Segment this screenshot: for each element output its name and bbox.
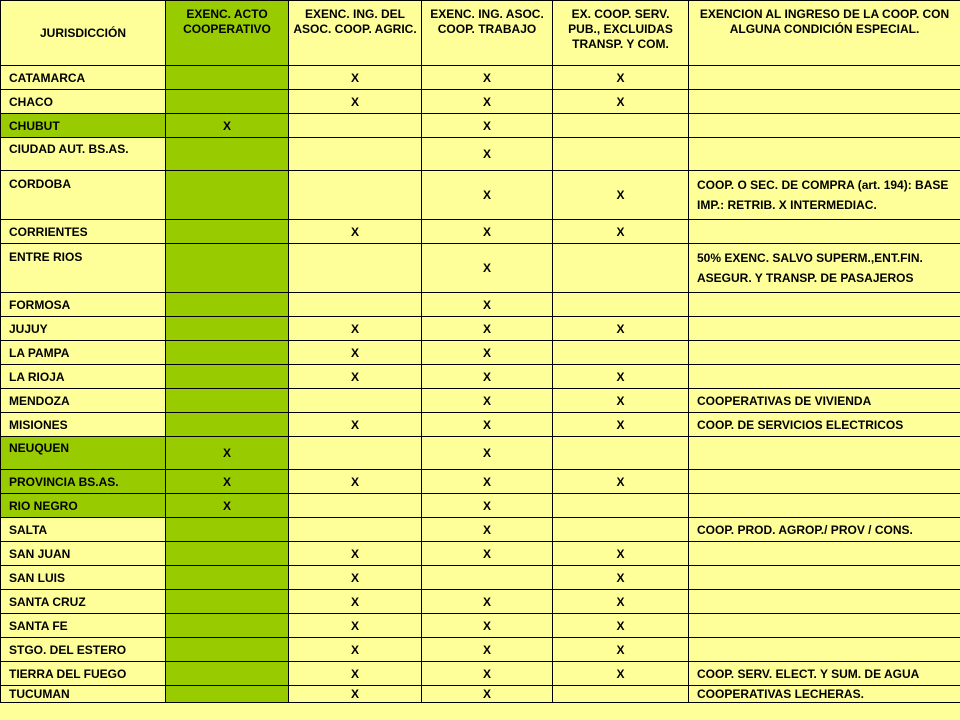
ing-asoc-agric-cell: X [289,614,422,638]
acto-cooperativo-cell [166,566,289,590]
table-row [1,566,960,590]
serv-pub-cell: X [553,90,689,114]
ing-asoc-agric-cell [289,114,422,138]
ing-asoc-trabajo-cell: X [422,494,553,518]
acto-cooperativo-cell [166,220,289,244]
serv-pub-cell [553,341,689,365]
serv-pub-cell: X [553,66,689,90]
ing-asoc-trabajo-cell: X [422,244,553,293]
condicion-especial-cell [689,494,960,518]
table-row [1,413,960,437]
serv-pub-cell: X [553,638,689,662]
ing-asoc-trabajo-cell: X [422,614,553,638]
condicion-especial-cell: COOPERATIVAS LECHERAS. [689,686,960,703]
acto-cooperativo-cell [166,614,289,638]
ing-asoc-agric-cell [289,171,422,220]
acto-cooperativo-cell: X [166,470,289,494]
condicion-especial-cell [689,638,960,662]
ing-asoc-agric-cell [289,138,422,171]
condicion-especial-cell [689,470,960,494]
header-serv-pub: EX. COOP. SERV. PUB., EXCLUIDAS TRANSP. Y COM. [553,1,689,66]
ing-asoc-agric-cell: X [289,66,422,90]
ing-asoc-trabajo-cell: X [422,542,553,566]
ing-asoc-agric-cell: X [289,413,422,437]
serv-pub-cell [553,494,689,518]
ing-asoc-trabajo-cell: X [422,365,553,389]
ing-asoc-agric-cell [289,494,422,518]
ing-asoc-agric-cell: X [289,686,422,703]
ing-asoc-trabajo-cell [422,566,553,590]
header-row [1,1,960,66]
condicion-especial-cell: 50% EXENC. SALVO SUPERM.,ENT.FIN. ASEGUR. Y TRANSP. DE PASAJEROS [689,244,960,293]
ing-asoc-trabajo-cell: X [422,518,553,542]
acto-cooperativo-cell [166,365,289,389]
condicion-especial-cell [689,138,960,171]
serv-pub-cell: X [553,662,689,686]
serv-pub-cell [553,293,689,317]
jurisdiction-cell: SANTA FE [1,614,166,638]
condicion-especial-cell [689,317,960,341]
table-row [1,686,960,703]
condicion-especial-cell: COOP. SERV. ELECT. Y SUM. DE AGUA [689,662,960,686]
serv-pub-cell: X [553,171,689,220]
ing-asoc-trabajo-cell: X [422,413,553,437]
table-row [1,590,960,614]
acto-cooperativo-cell [166,341,289,365]
table-row [1,90,960,114]
jurisdiction-cell: STGO. DEL ESTERO [1,638,166,662]
table-row [1,293,960,317]
header-acto-cooperativo: EXENC. ACTO COOPERATIVO [166,1,289,66]
condicion-especial-cell [689,66,960,90]
acto-cooperativo-cell [166,662,289,686]
serv-pub-cell: X [553,365,689,389]
acto-cooperativo-cell [166,389,289,413]
ing-asoc-trabajo-cell: X [422,138,553,171]
ing-asoc-agric-cell [289,437,422,470]
ing-asoc-agric-cell: X [289,220,422,244]
acto-cooperativo-cell [166,66,289,90]
ing-asoc-agric-cell [289,389,422,413]
ing-asoc-agric-cell: X [289,317,422,341]
ing-asoc-agric-cell: X [289,365,422,389]
table-row [1,244,960,293]
table-row [1,470,960,494]
serv-pub-cell [553,437,689,470]
table-row [1,614,960,638]
jurisdiction-cell: LA PAMPA [1,341,166,365]
acto-cooperativo-cell [166,542,289,566]
ing-asoc-agric-cell: X [289,638,422,662]
table-row [1,494,960,518]
acto-cooperativo-cell [166,244,289,293]
header-ing-asoc-agric: EXENC. ING. DEL ASOC. COOP. AGRIC. [289,1,422,66]
ing-asoc-trabajo-cell: X [422,317,553,341]
ing-asoc-trabajo-cell: X [422,437,553,470]
ing-asoc-trabajo-cell: X [422,220,553,244]
jurisdiction-cell: TIERRA DEL FUEGO [1,662,166,686]
acto-cooperativo-cell: X [166,114,289,138]
jurisdiction-cell: FORMOSA [1,293,166,317]
table-row [1,66,960,90]
acto-cooperativo-cell [166,171,289,220]
table-row [1,138,960,171]
serv-pub-cell [553,114,689,138]
condicion-especial-cell [689,114,960,138]
condicion-especial-cell [689,293,960,317]
serv-pub-cell: X [553,614,689,638]
acto-cooperativo-cell [166,138,289,171]
condicion-especial-cell [689,365,960,389]
serv-pub-cell: X [553,590,689,614]
condicion-especial-cell [689,566,960,590]
condicion-especial-cell: COOPERATIVAS DE VIVIENDA [689,389,960,413]
condicion-especial-cell: COOP. O SEC. DE COMPRA (art. 194): BASE IMP.: RETRIB. X INTERMEDIAC. [689,171,960,220]
jurisdiction-cell: RIO NEGRO [1,494,166,518]
condicion-especial-cell [689,437,960,470]
ing-asoc-trabajo-cell: X [422,638,553,662]
header-ing-asoc-trabajo: EXENC. ING. ASOC. COOP. TRABAJO [422,1,553,66]
acto-cooperativo-cell [166,317,289,341]
acto-cooperativo-cell: X [166,494,289,518]
ing-asoc-trabajo-cell: X [422,66,553,90]
serv-pub-cell [553,686,689,703]
condicion-especial-cell [689,542,960,566]
table-row [1,518,960,542]
table-row [1,114,960,138]
table-row [1,220,960,244]
jurisdiction-cell: SAN JUAN [1,542,166,566]
condicion-especial-cell: COOP. PROD. AGROP./ PROV / CONS. [689,518,960,542]
condicion-especial-cell [689,90,960,114]
ing-asoc-trabajo-cell: X [422,686,553,703]
jurisdiction-cell: CHACO [1,90,166,114]
acto-cooperativo-cell [166,90,289,114]
jurisdiction-cell: JUJUY [1,317,166,341]
ing-asoc-trabajo-cell: X [422,293,553,317]
jurisdiction-cell: MISIONES [1,413,166,437]
jurisdiction-cell: CATAMARCA [1,66,166,90]
ing-asoc-trabajo-cell: X [422,90,553,114]
table-row [1,171,960,220]
ing-asoc-trabajo-cell: X [422,341,553,365]
serv-pub-cell: X [553,566,689,590]
condicion-especial-cell [689,614,960,638]
acto-cooperativo-cell [166,293,289,317]
serv-pub-cell: X [553,542,689,566]
acto-cooperativo-cell [166,590,289,614]
table-row [1,389,960,413]
ing-asoc-trabajo-cell: X [422,662,553,686]
jurisdiction-cell: CORDOBA [1,171,166,220]
jurisdiction-cell: CORRIENTES [1,220,166,244]
table-body [1,66,960,703]
ing-asoc-trabajo-cell: X [422,590,553,614]
jurisdiction-cell: LA RIOJA [1,365,166,389]
ing-asoc-agric-cell: X [289,662,422,686]
ing-asoc-agric-cell: X [289,590,422,614]
ing-asoc-agric-cell: X [289,566,422,590]
table-row [1,638,960,662]
ing-asoc-agric-cell [289,518,422,542]
table-row [1,542,960,566]
jurisdiction-cell: PROVINCIA BS.AS. [1,470,166,494]
ing-asoc-trabajo-cell: X [422,389,553,413]
jurisdiction-cell: ENTRE RIOS [1,244,166,293]
table-row [1,365,960,389]
serv-pub-cell: X [553,317,689,341]
ing-asoc-trabajo-cell: X [422,114,553,138]
ing-asoc-agric-cell: X [289,542,422,566]
jurisdiction-cell: NEUQUEN [1,437,166,470]
ing-asoc-agric-cell [289,293,422,317]
ing-asoc-agric-cell: X [289,90,422,114]
acto-cooperativo-cell: X [166,437,289,470]
jurisdiction-cell: CIUDAD AUT. BS.AS. [1,138,166,171]
header-condicion-especial: EXENCION AL INGRESO DE LA COOP. CON ALGUNA CONDICIÓN ESPECIAL. [689,1,960,66]
condicion-especial-cell [689,590,960,614]
serv-pub-cell: X [553,413,689,437]
jurisdiction-cell: CHUBUT [1,114,166,138]
serv-pub-cell: X [553,470,689,494]
ing-asoc-agric-cell [289,244,422,293]
table-row [1,317,960,341]
serv-pub-cell [553,138,689,171]
acto-cooperativo-cell [166,638,289,662]
ing-asoc-agric-cell: X [289,341,422,365]
jurisdiction-cell: MENDOZA [1,389,166,413]
condicion-especial-cell [689,220,960,244]
condicion-especial-cell: COOP. DE SERVICIOS ELECTRICOS [689,413,960,437]
jurisdiction-cell: SALTA [1,518,166,542]
table-row [1,341,960,365]
condicion-especial-cell [689,341,960,365]
serv-pub-cell: X [553,389,689,413]
ing-asoc-agric-cell: X [289,470,422,494]
jurisdiction-cell: SANTA CRUZ [1,590,166,614]
table-row [1,662,960,686]
acto-cooperativo-cell [166,413,289,437]
acto-cooperativo-cell [166,686,289,703]
acto-cooperativo-cell [166,518,289,542]
serv-pub-cell [553,518,689,542]
jurisdiction-cell: TUCUMAN [1,686,166,703]
ing-asoc-trabajo-cell: X [422,470,553,494]
ing-asoc-trabajo-cell: X [422,171,553,220]
serv-pub-cell [553,244,689,293]
jurisdiction-cell: SAN LUIS [1,566,166,590]
table-row [1,437,960,470]
header-jurisdiccion: JURISDICCIÓN [1,1,166,66]
serv-pub-cell: X [553,220,689,244]
